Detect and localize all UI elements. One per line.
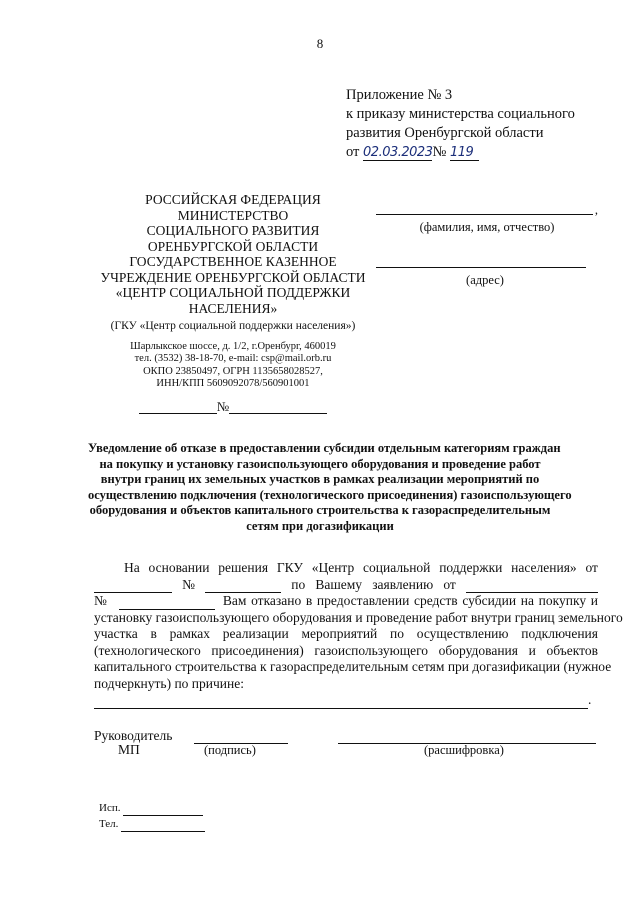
- appendix-block: [346, 86, 575, 162]
- word: решения: [218, 560, 269, 575]
- phone-label: Тел.: [99, 818, 119, 830]
- notice-title: [88, 441, 572, 534]
- stamp-label: МП: [118, 742, 140, 757]
- title-line: сетям при догазификации: [246, 518, 394, 533]
- recipient-address-line: [376, 266, 586, 268]
- title-line: осуществлению подключения (технологического присоединения) газоиспользующего: [88, 487, 572, 502]
- word: основании: [148, 560, 210, 575]
- word: по: [291, 576, 306, 592]
- word: На: [124, 560, 140, 575]
- signature-caption: (подпись): [204, 743, 256, 757]
- phone-blank: [121, 821, 205, 832]
- period: .: [588, 692, 592, 707]
- organization-short-name: (ГКУ «Центр социальной поддержки населения»): [110, 320, 356, 332]
- decision-number-blank: [205, 580, 281, 593]
- contact-line: тел. (3532) 38-18-70, e-mail: csp@mail.orb.ru: [134, 353, 332, 364]
- reason-blank: [94, 696, 588, 709]
- title-line: оборудования и объектов капитального строительства к газораспределительным: [89, 503, 551, 517]
- footer-block: [99, 800, 205, 832]
- recipient-name-field: [376, 205, 598, 235]
- word: «Центр: [311, 560, 355, 575]
- date-blank: [139, 399, 217, 414]
- application-number-blank: [119, 597, 215, 610]
- executor-label: Исп.: [99, 802, 121, 814]
- signature-block: [94, 728, 614, 768]
- word: №: [182, 576, 196, 592]
- recipient-name-caption: (фамилия, имя, отчество): [419, 220, 555, 234]
- appendix-date-line: [346, 143, 575, 162]
- organization-name-line: РОССИЙСКАЯ ФЕДЕРАЦИЯ: [145, 192, 321, 207]
- word: от: [585, 560, 598, 575]
- organization-name-line: НАСЕЛЕНИЯ»: [188, 300, 278, 316]
- word: №: [94, 593, 107, 608]
- page-number: 8: [316, 36, 324, 51]
- decision-date-blank: [94, 580, 172, 593]
- organization-header: [96, 192, 370, 414]
- organization-name-line: МИНИСТЕРСТВО: [177, 207, 289, 223]
- body-line-1: [94, 560, 598, 577]
- body-line-4: установку газоиспользующего оборудования и проведение работ внутри границ земельного: [94, 609, 623, 625]
- phone-line: [99, 816, 205, 832]
- executor-line: [99, 800, 205, 816]
- title-line: внутри границ их земельных участков в рамках реализации мероприятий по: [100, 472, 540, 486]
- organization-name-line: СОЦИАЛЬНОГО РАЗВИТИЯ: [146, 223, 320, 238]
- reason-line: [94, 692, 598, 709]
- handwritten-number: 119: [450, 145, 479, 161]
- outgoing-number-line: [96, 399, 370, 415]
- appendix-title: Приложение № 3: [346, 87, 453, 103]
- body-line-7: капитального строительства к газораспределительным сетям при догазификации (нужное: [94, 659, 612, 674]
- organization-name: [96, 192, 370, 316]
- body-line-5: участка в рамках реализации мероприятий по осуществлению подключения: [94, 626, 598, 641]
- appendix-order: к приказу министерства социального: [346, 106, 575, 122]
- appendix-ministry: развития Оренбургской области: [346, 125, 544, 141]
- contact-line: Шарлыкское шоссе, д. 1/2, г.Оренбург, 460019: [130, 340, 336, 352]
- organization-name-line: ГОСУДАРСТВЕННОЕ КАЗЕННОЕ: [129, 254, 337, 269]
- number-blank: [229, 399, 327, 414]
- word: Вашему: [315, 576, 363, 592]
- word: населения»: [511, 560, 577, 575]
- contact-line: ОКПО 23850497, ОГРН 1135658028527,: [143, 365, 323, 377]
- organization-name-line: ОРЕНБУРГСКОЙ ОБЛАСТИ: [147, 238, 319, 254]
- executor-blank: [123, 805, 203, 816]
- title-line: Уведомление об отказе в предоставлении субсидии отдельным категориям граждан: [88, 441, 561, 455]
- title-line: на покупку и установку газоиспользующего оборудования и проведение работ: [99, 456, 541, 471]
- word: заявлению: [372, 576, 434, 592]
- word: социальной: [363, 560, 431, 575]
- handwritten-date: 02.03.2023: [363, 145, 433, 160]
- word: от: [443, 576, 456, 592]
- recipient-name-line: [376, 213, 593, 215]
- notice-body: [94, 560, 623, 709]
- number-sign: №: [216, 398, 230, 414]
- contact-line: ИНН/КПП 5609092078/560901001: [156, 378, 310, 389]
- body-line-3: [94, 593, 598, 610]
- text-segment: Вам отказано в предоставлении средств субсидии на покупку и: [222, 593, 598, 608]
- word: поддержки: [439, 560, 503, 575]
- application-date-blank: [466, 580, 598, 593]
- body-line-8: подчеркнуть) по причине:: [94, 675, 244, 691]
- decode-caption: (расшифровка): [424, 743, 504, 757]
- organization-name-line: УЧРЕЖДЕНИЕ ОРЕНБУРГСКОЙ ОБЛАСТИ: [100, 269, 366, 285]
- recipient-address-field: [376, 266, 598, 288]
- head-label: Руководитель: [94, 728, 173, 743]
- body-line-2: [94, 577, 598, 594]
- body-line-6: (технологического присоединения) газоиспользующего оборудования и объектов: [94, 642, 598, 658]
- organization-name-line: «ЦЕНТР СОЦИАЛЬНОЙ ПОДДЕРЖКИ: [115, 285, 351, 300]
- number-prefix: №: [432, 144, 447, 160]
- recipient-address-caption: (адрес): [466, 273, 504, 287]
- organization-contacts: [96, 341, 370, 391]
- word: ГКУ: [276, 560, 303, 575]
- recipient-comma: ,: [594, 203, 598, 217]
- date-prefix: от: [346, 144, 360, 160]
